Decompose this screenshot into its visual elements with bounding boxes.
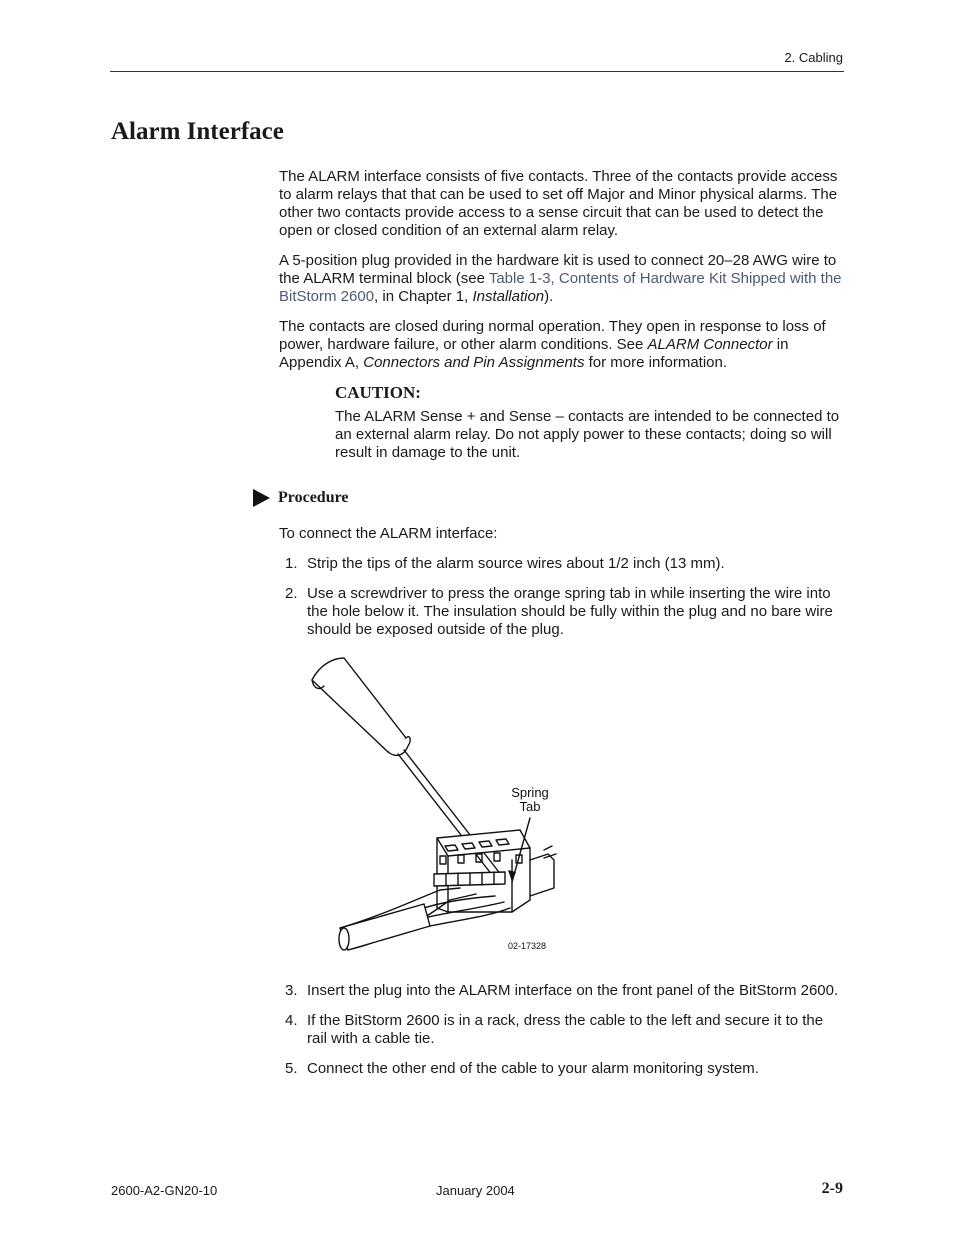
step-item bbox=[285, 585, 845, 639]
step-text: Connect the other end of the cable to your alarm monitoring system. bbox=[307, 1060, 759, 1077]
step-text: Use a screwdriver to press the orange spring tab in while inserting the wire into the hole below it. The insulation should be fully within the plug and no bare wire should be exposed outside of the plug. bbox=[307, 585, 833, 638]
p2-text-a: A 5-position plug provided in the hardware kit is used to connect 20–28 AWG wire to the ALARM terminal block (see bbox=[279, 252, 837, 287]
p3-text-a: The contacts are closed during normal operation. They open in response to loss of power, hardware failure, or other alarm conditions. See bbox=[279, 318, 826, 353]
triangle-right-icon bbox=[253, 489, 270, 507]
installation-ref: Installation bbox=[472, 288, 545, 305]
step-text: If the BitStorm 2600 is in a rack, dress the cable to the left and secure it to the rail with a cable tie. bbox=[307, 1012, 824, 1047]
p2-text-b: , in Chapter 1, bbox=[374, 288, 473, 305]
step-item bbox=[285, 982, 845, 1000]
footer-doc-number: 2600-A2-GN20-10 bbox=[111, 1183, 218, 1198]
step-number: 5. bbox=[285, 1060, 298, 1077]
procedure-intro: To connect the ALARM interface: bbox=[279, 525, 498, 542]
caution-title: CAUTION: bbox=[335, 383, 421, 402]
screwdriver-plug-illustration bbox=[300, 650, 590, 968]
page-number: 2-9 bbox=[821, 1180, 843, 1197]
step-item bbox=[285, 555, 845, 573]
header-rule bbox=[110, 71, 844, 72]
table-1-3-link[interactable]: Table 1-3, Contents of Hardware Kit Shipped with the BitStorm 2600 bbox=[279, 270, 842, 305]
running-head: 2. Cabling bbox=[784, 50, 843, 65]
steps-list-1 bbox=[285, 555, 845, 651]
caution-text: The ALARM Sense + and Sense – contacts are intended to be connected to an external alarm relay. Do not apply power to these contacts; doing so will result in damage to the unit. bbox=[335, 408, 840, 461]
paragraph-1: The ALARM interface consists of five contacts. Three of the contacts provide access to alarm relays that that can be used to set off Major and Minor physical alarms. The other two contacts provide access to a sense circuit that can be used to detect the open or closed condition of an external alarm relay. bbox=[279, 168, 838, 239]
step-number: 4. bbox=[285, 1012, 298, 1029]
spring-label-line1: Spring bbox=[511, 785, 549, 800]
step-text: Insert the plug into the ALARM interface on the front panel of the BitStorm 2600. bbox=[307, 982, 839, 999]
steps-list-2 bbox=[285, 982, 845, 1090]
p3-text-b: in Appendix A, bbox=[279, 336, 789, 371]
step-number: 1. bbox=[285, 555, 298, 572]
alarm-connector-ref: ALARM Connector bbox=[647, 336, 773, 353]
paragraph-3 bbox=[279, 318, 844, 372]
procedure-heading bbox=[253, 489, 349, 507]
step-item bbox=[285, 1060, 845, 1078]
step-item bbox=[285, 1012, 845, 1048]
spring-label-line2: Tab bbox=[519, 799, 541, 814]
step-number: 3. bbox=[285, 982, 298, 999]
caution-block bbox=[335, 384, 844, 462]
paragraph-2 bbox=[279, 252, 844, 306]
step-number: 2. bbox=[285, 585, 298, 602]
section-title: Alarm Interface bbox=[111, 118, 284, 145]
connectors-pin-assignments-ref: Connectors and Pin Assignments bbox=[363, 354, 585, 371]
p3-text-c: for more information. bbox=[584, 354, 728, 371]
procedure-label: Procedure bbox=[278, 489, 349, 506]
body-text bbox=[279, 168, 844, 462]
figure-id: 02-17328 bbox=[507, 941, 547, 951]
p2-text-c: ). bbox=[544, 288, 554, 305]
step-text: Strip the tips of the alarm source wires about 1/2 inch (13 mm). bbox=[307, 555, 725, 572]
footer-date: January 2004 bbox=[436, 1183, 515, 1198]
